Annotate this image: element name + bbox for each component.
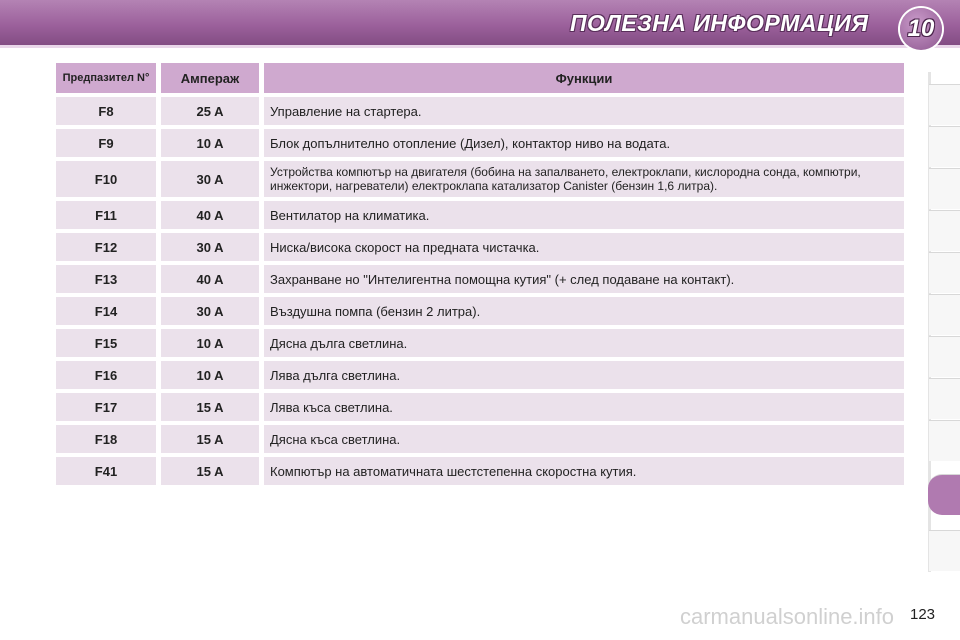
amperage-cell: 30 A (161, 297, 259, 325)
table-header-row (56, 63, 904, 93)
chapter-tab-5[interactable] (929, 252, 960, 293)
function-cell: Ниска/висока скорост на предната чистачка. (264, 233, 904, 261)
watermark: carmanualsonline.info (680, 604, 895, 629)
amperage-cell: 15 A (161, 457, 259, 485)
function-cell: Дясна къса светлина. (264, 425, 904, 453)
function-cell: Вентилатор на климатика. (264, 201, 904, 229)
chapter-tab-3[interactable] (929, 168, 960, 209)
chapter-tab-1[interactable] (929, 84, 960, 125)
table-row (56, 329, 904, 357)
fuse-cell: F41 (56, 457, 156, 485)
function-cell: Дясна дълга светлина. (264, 329, 904, 357)
page-title: ПОЛЕЗНА ИНФОРМАЦИЯ (570, 10, 869, 36)
column-header-fuse: Предпазител N° (56, 63, 156, 93)
table-row (56, 393, 904, 421)
table-row (56, 233, 904, 261)
table-row (56, 457, 904, 485)
amperage-cell: 30 A (161, 233, 259, 261)
chapter-tab-11[interactable] (929, 530, 960, 571)
function-cell: Управление на стартера. (264, 97, 904, 125)
chapter-number: 10 (907, 15, 935, 42)
chapter-tab-10-active[interactable] (928, 474, 960, 515)
table-row (56, 425, 904, 453)
function-cell: Въздушна помпа (бензин 2 литра). (264, 297, 904, 325)
function-cell: Лява дълга светлина. (264, 361, 904, 389)
table-row (56, 297, 904, 325)
fuse-cell: F13 (56, 265, 156, 293)
fuse-cell: F15 (56, 329, 156, 357)
function-cell: Захранване но "Интелигентна помощна кутия" (+ след подаване на контакт). (264, 265, 904, 293)
amperage-cell: 10 A (161, 129, 259, 157)
function-cell: Компютър на автоматичната шестстепенна скоростна кутия. (264, 457, 904, 485)
chapter-tab-8[interactable] (929, 378, 960, 419)
amperage-cell: 30 A (161, 161, 259, 197)
fuse-cell: F11 (56, 201, 156, 229)
table-row (56, 97, 904, 125)
table-row (56, 265, 904, 293)
fuse-cell: F8 (56, 97, 156, 125)
amperage-cell: 40 A (161, 265, 259, 293)
amperage-cell: 40 A (161, 201, 259, 229)
amperage-cell: 15 A (161, 393, 259, 421)
fuse-cell: F16 (56, 361, 156, 389)
column-header-functions: Функции (264, 63, 904, 93)
fuse-cell: F12 (56, 233, 156, 261)
function-cell: Лява къса светлина. (264, 393, 904, 421)
table-row (56, 161, 904, 197)
chapter-tab-9[interactable] (929, 420, 960, 461)
chapter-tab-4[interactable] (929, 210, 960, 251)
amperage-cell: 10 A (161, 329, 259, 357)
fuse-cell: F9 (56, 129, 156, 157)
page-number: 123 (910, 606, 936, 623)
chapter-tab-2[interactable] (929, 126, 960, 167)
table-row (56, 361, 904, 389)
fuse-cell: F14 (56, 297, 156, 325)
fuse-table (56, 63, 904, 489)
chapter-tab-6[interactable] (929, 294, 960, 335)
amperage-cell: 10 A (161, 361, 259, 389)
table-row (56, 201, 904, 229)
amperage-cell: 15 A (161, 425, 259, 453)
fuse-cell: F10 (56, 161, 156, 197)
function-cell: Устройства компютър на двигателя (бобина на запалването, електроклапи, кислородна сонда, компютри, инжектори, нагреватели) електроклапа катализатор Canister (бензин 1,6 литра). (264, 161, 904, 197)
amperage-cell: 25 A (161, 97, 259, 125)
function-cell: Блок допълнително отопление (Дизел), контактор ниво на водата. (264, 129, 904, 157)
chapter-tab-7[interactable] (929, 336, 960, 377)
table-row (56, 129, 904, 157)
fuse-cell: F18 (56, 425, 156, 453)
column-header-amperage: Ампераж (161, 63, 259, 93)
fuse-cell: F17 (56, 393, 156, 421)
chapter-badge (900, 8, 942, 50)
